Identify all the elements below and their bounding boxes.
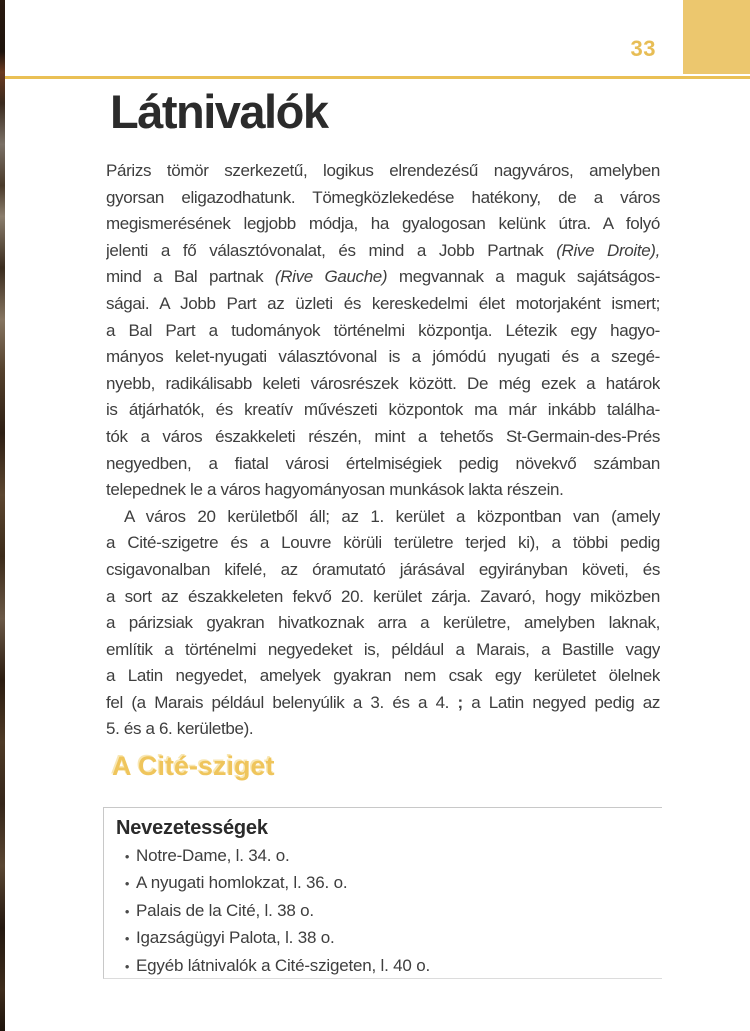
list-item-label: Egyéb látnivalók a Cité-szigeten, l. 40 o. bbox=[136, 955, 430, 975]
header-gold-block bbox=[683, 0, 750, 74]
page-number: 33 bbox=[630, 36, 656, 61]
list-item-label: Palais de la Cité, l. 38 o. bbox=[136, 900, 314, 920]
bullet-icon: • bbox=[124, 958, 130, 974]
sights-list bbox=[104, 846, 662, 983]
bullet-icon: • bbox=[124, 931, 130, 947]
list-item bbox=[104, 928, 662, 955]
text-line bbox=[106, 584, 660, 611]
text-segment: említik a történelmi negyedeket is, például a Marais, a Bastille vagy bbox=[106, 639, 660, 659]
text-segment: Párizs tömör szerkezetű, logikus elrendezésű nagyváros, amelyben bbox=[106, 161, 660, 180]
list-item bbox=[104, 873, 662, 900]
text-segment: A város 20 kerületből áll; az 1. kerület a központban van (amely bbox=[124, 506, 660, 526]
text-segment: mind a Bal partnak bbox=[106, 267, 275, 287]
text-line bbox=[106, 318, 660, 345]
text-line bbox=[106, 424, 660, 451]
text-segment: nyebb, radikálisabb keleti városrészek között. De még ezek a határok bbox=[106, 373, 660, 393]
text-segment: a sort az északkeleten fekvő 20. kerület zárja. Zavaró, hogy miközben bbox=[106, 586, 660, 606]
text-line bbox=[106, 211, 660, 238]
text-line bbox=[106, 716, 660, 743]
sights-box bbox=[103, 807, 662, 979]
text-segment: is átjárhatók, és kreatív művészeti központok ma már inkább találha- bbox=[106, 400, 660, 420]
italic-text: (Rive Gauche) bbox=[274, 267, 388, 287]
list-item bbox=[104, 846, 662, 873]
text-line bbox=[106, 477, 660, 504]
text-segment: 5. és a 6. kerületbe). bbox=[106, 719, 254, 739]
text-line bbox=[106, 158, 660, 185]
text-segment: telepednek le a város hagyományosan munkások lakta részein. bbox=[106, 480, 564, 500]
text-segment: mányos kelet-nyugati választóvonal is a jómódú nyugati és a szegé- bbox=[106, 347, 660, 367]
text-line bbox=[106, 504, 660, 531]
text-line bbox=[106, 557, 660, 584]
body-paragraphs bbox=[106, 158, 660, 750]
text-line bbox=[106, 185, 660, 212]
chapter-title: Látnivalók bbox=[110, 85, 328, 138]
text-line bbox=[106, 344, 660, 371]
bullet-icon: • bbox=[124, 849, 130, 864]
italic-text: (Rive Droite), bbox=[556, 240, 660, 260]
text-line bbox=[106, 397, 660, 424]
list-item bbox=[104, 956, 662, 983]
text-segment: csigavonalban kifelé, az óramutató járásával egyirányban követi, és bbox=[106, 559, 660, 579]
list-item-label: Igazságügyi Palota, l. 38 o. bbox=[136, 928, 335, 948]
list-item-label: Notre-Dame, l. 34. o. bbox=[136, 846, 290, 865]
text-line bbox=[106, 451, 660, 478]
header-gold-rule bbox=[0, 76, 750, 79]
bold-text: ; bbox=[457, 692, 463, 712]
book-spine-edge bbox=[0, 0, 5, 1031]
text-line bbox=[106, 530, 660, 557]
text-segment: megvannak a maguk sajátságos- bbox=[387, 267, 660, 287]
text-segment: a Bal Part a tudományok történelmi központja. Létezik egy hagyo- bbox=[106, 320, 660, 340]
list-item-label: A nyugati homlokzat, l. 36. o. bbox=[136, 873, 348, 893]
bullet-icon: • bbox=[124, 903, 130, 919]
text-segment: a párizsiak gyakran hivatkoznak arra a kerületre, amelyben laknak, bbox=[106, 613, 660, 633]
text-segment: a Latin negyedet, amelyek gyakran nem csak egy kerületet ölelnek bbox=[106, 666, 660, 686]
text-line bbox=[106, 291, 660, 318]
text-line bbox=[106, 264, 660, 291]
text-segment: megismerésének legjobb módja, ha gyalogosan kelünk útra. A folyó bbox=[106, 214, 660, 234]
text-line bbox=[106, 610, 660, 637]
text-segment: negyedben, a fiatal városi értelmiségiek pedig növekvő számban bbox=[106, 453, 660, 473]
text-line bbox=[106, 690, 660, 717]
text-segment: fel (a Marais például belenyúlik a 3. és a 4. bbox=[106, 692, 458, 712]
text-line bbox=[106, 371, 660, 398]
sights-box-heading: Nevezetességek bbox=[116, 817, 268, 839]
text-line bbox=[106, 637, 660, 664]
text-segment: a Latin negyed pedig az bbox=[462, 692, 660, 712]
text-segment: jelenti a fő választóvonalat, és mind a Jobb Partnak bbox=[106, 240, 557, 260]
bullet-icon: • bbox=[124, 876, 130, 892]
section-heading: A Cité-sziget bbox=[112, 751, 275, 781]
text-segment: ságai. A Jobb Part az üzleti és kereskedelmi élet motorjaként ismert; bbox=[106, 293, 660, 313]
text-segment: a Cité-szigetre és a Louvre körüli területre terjed ki), a többi pedig bbox=[106, 533, 660, 553]
text-segment: gyorsan eligazodhatunk. Tömegközlekedése hatékony, de a város bbox=[106, 187, 660, 207]
text-segment: tók a város északkeleti részén, mint a tehetős St-Germain-des-Prés bbox=[106, 426, 660, 446]
text-line bbox=[106, 238, 660, 265]
text-line bbox=[106, 663, 660, 690]
list-item bbox=[104, 901, 662, 928]
